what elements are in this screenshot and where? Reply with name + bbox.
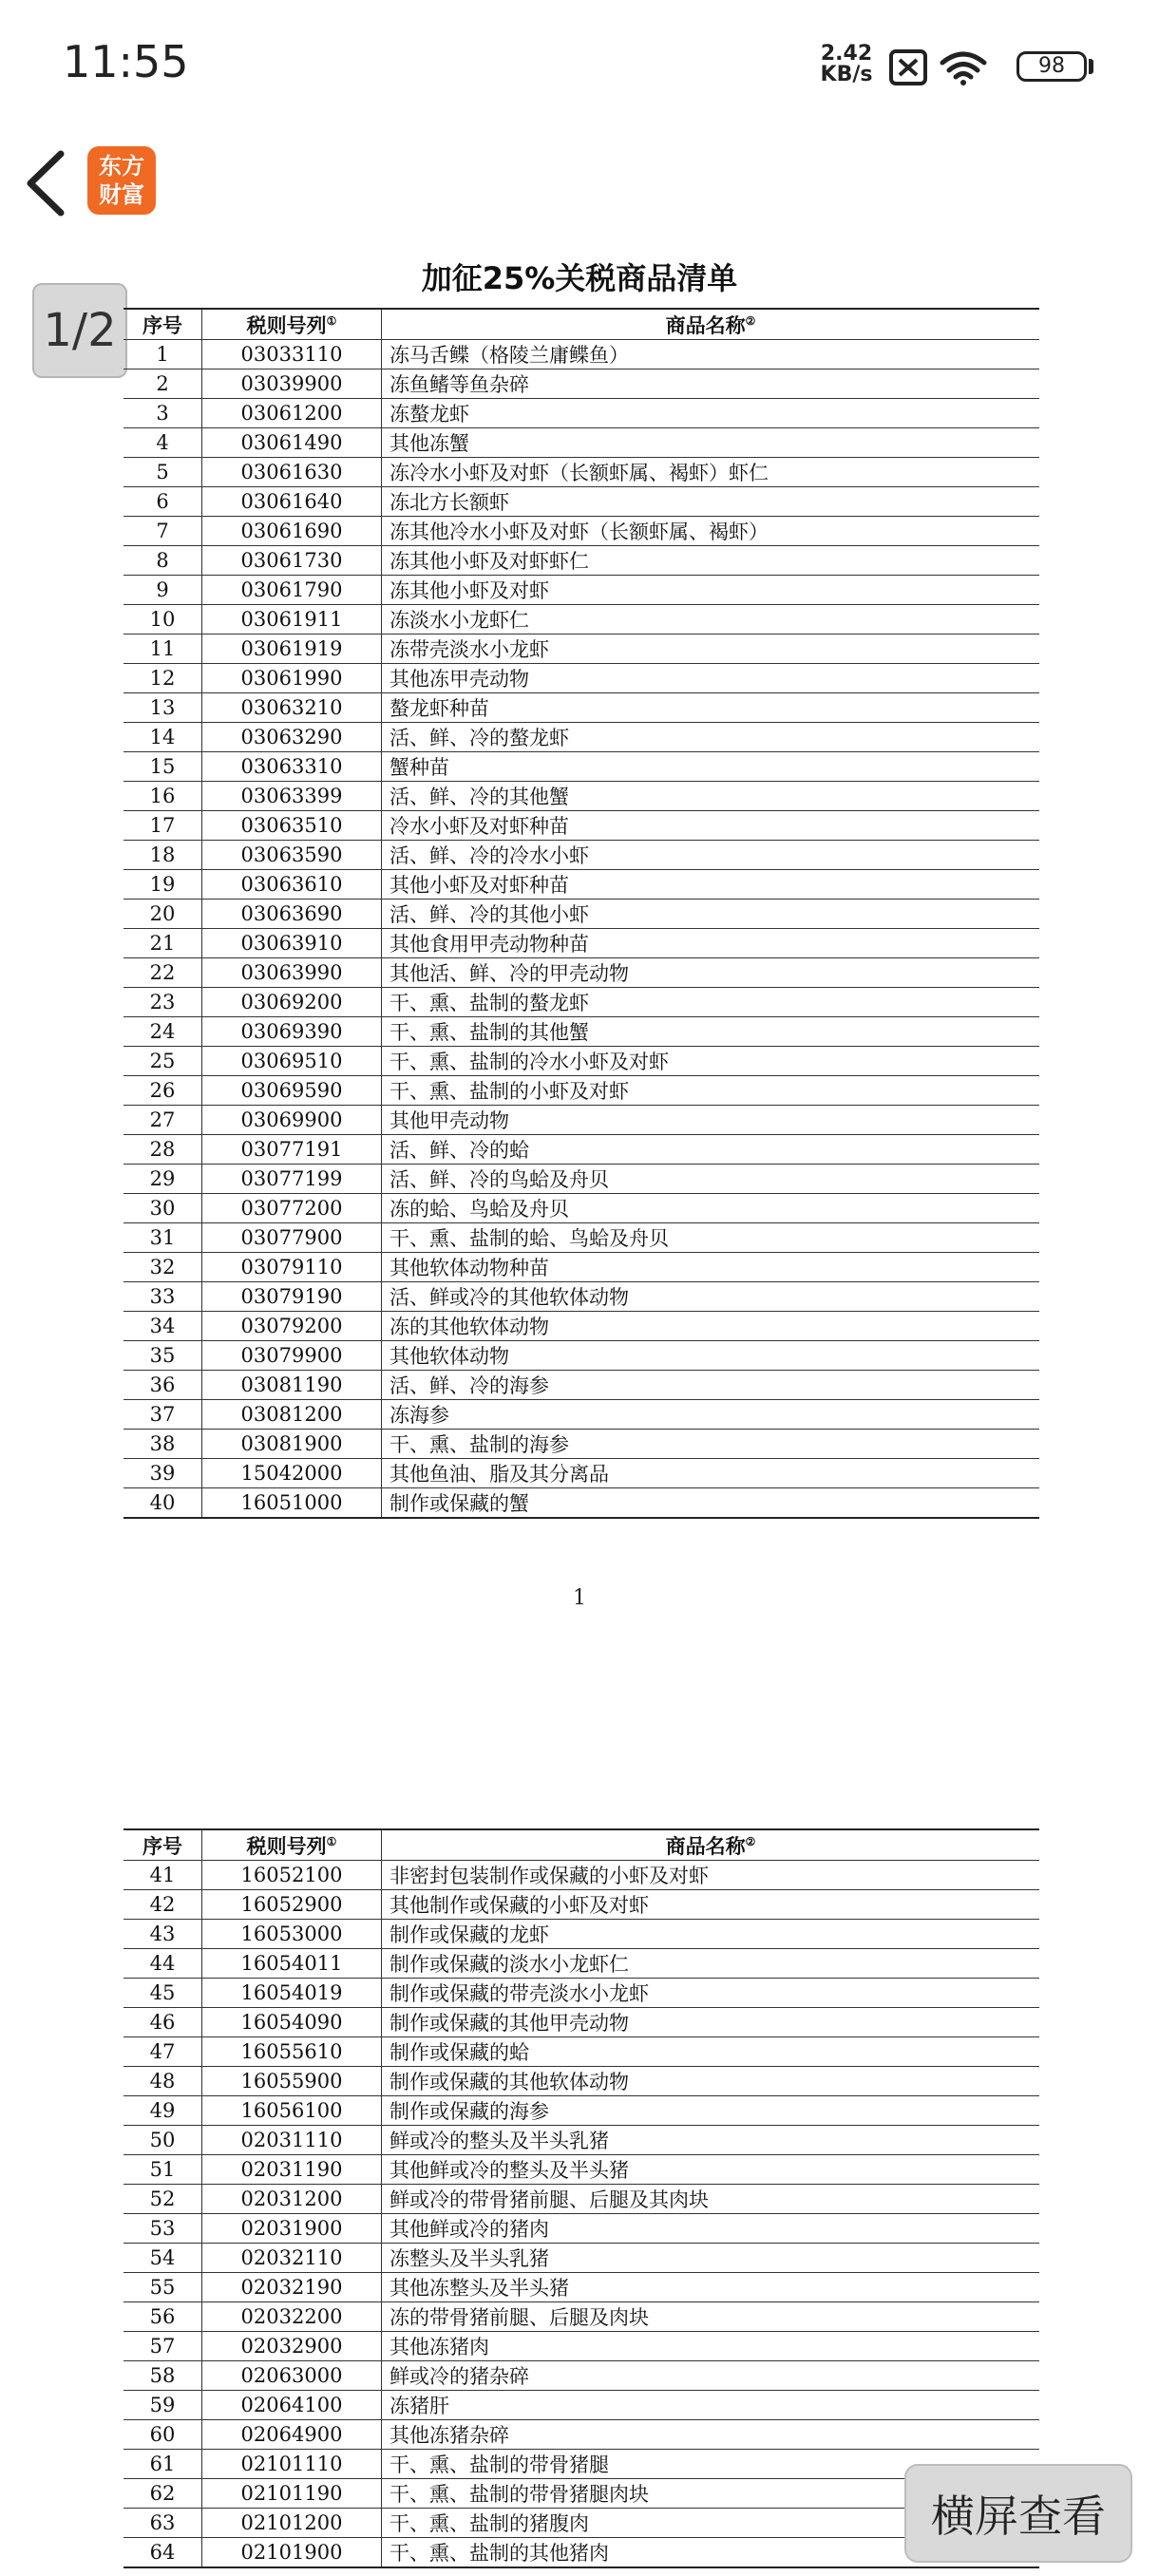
row-number: 14 [124,723,202,752]
row-tariff-code: 03061790 [202,576,382,605]
row-number: 26 [124,1076,202,1106]
network-speed-unit: KB/s [820,63,873,86]
row-product-name: 干、熏、盐制的小虾及对虾 [382,1076,1040,1106]
row-tariff-code: 03061490 [202,428,382,458]
table-row [124,841,1039,870]
row-tariff-code: 16053000 [202,1920,382,1949]
table-row [124,988,1039,1017]
row-product-name: 鲜或冷的猪杂碎 [382,2361,1040,2391]
row-number: 15 [124,752,202,782]
row-tariff-code: 03063910 [202,929,382,958]
table-row [124,2067,1039,2096]
table-row [124,664,1039,693]
row-tariff-code: 02032900 [202,2332,382,2361]
row-number: 52 [124,2185,202,2214]
row-number: 50 [124,2126,202,2155]
table-row [124,2479,1039,2509]
table-row [124,1135,1039,1165]
row-number: 39 [124,1459,202,1488]
row-product-name: 其他活、鲜、冷的甲壳动物 [382,958,1040,988]
table-row [124,1371,1039,1400]
table-row [124,1861,1039,1890]
row-number: 19 [124,870,202,900]
row-product-name: 制作或保藏的龙虾 [382,1920,1040,1949]
row-product-name: 制作或保藏的淡水小龙虾仁 [382,1949,1040,1979]
row-tariff-code: 02064900 [202,2420,382,2450]
row-product-name: 非密封包装制作或保藏的小虾及对虾 [382,1861,1040,1890]
app-logo-line1: 东方 [99,153,144,180]
row-tariff-code: 03079900 [202,1341,382,1371]
row-number: 29 [124,1165,202,1194]
row-product-name: 制作或保藏的海参 [382,2096,1040,2126]
header-name: 商品名称② [382,1829,1040,1861]
row-product-name: 鲜或冷的带骨猪前腿、后腿及其肉块 [382,2185,1040,2214]
table-row [124,1017,1039,1047]
row-tariff-code: 03081900 [202,1430,382,1459]
table-row [124,900,1039,929]
row-number: 59 [124,2391,202,2420]
row-tariff-code: 03079110 [202,1253,382,1282]
table-row [124,1400,1039,1430]
row-product-name: 干、熏、盐制的其他蟹 [382,1017,1040,1047]
row-tariff-code: 03069390 [202,1017,382,1047]
chevron-left-icon [19,141,86,226]
row-number: 11 [124,635,202,664]
row-tariff-code: 03063610 [202,870,382,900]
row-product-name: 活、鲜、冷的鸟蛤及舟贝 [382,1165,1040,1194]
row-product-name: 其他鲜或冷的整头及半头猪 [382,2155,1040,2185]
table-row [124,2037,1039,2067]
network-speed [817,44,876,85]
row-number: 22 [124,958,202,988]
battery-tip [1089,59,1093,74]
status-icons [887,46,1011,89]
row-product-name: 其他软体动物 [382,1341,1040,1371]
row-tariff-code: 03077199 [202,1165,382,1194]
table-row [124,458,1039,487]
row-tariff-code: 16052900 [202,1890,382,1920]
row-number: 38 [124,1430,202,1459]
table-row [124,2214,1039,2244]
row-number: 37 [124,1400,202,1430]
back-button[interactable] [19,141,86,226]
row-tariff-code: 02031110 [202,2126,382,2155]
row-tariff-code: 03063399 [202,782,382,811]
status-bar [0,0,1159,133]
row-product-name: 活、鲜、冷的其他小虾 [382,900,1040,929]
row-tariff-code: 02101110 [202,2450,382,2479]
table-row [124,811,1039,841]
row-number: 51 [124,2155,202,2185]
row-product-name: 活、鲜、冷的海参 [382,1371,1040,1400]
table-row [124,2185,1039,2214]
row-product-name: 干、熏、盐制的带骨猪腿 [382,2450,1040,2479]
row-tariff-code: 02031900 [202,2214,382,2244]
row-product-name: 冻马舌鲽（格陵兰庸鲽鱼） [382,340,1040,369]
status-time: 11:55 [63,36,189,87]
table-row [124,2244,1039,2273]
header-no: 序号 [124,309,202,340]
header-code: 税则号列① [202,1829,382,1861]
row-tariff-code: 16051000 [202,1488,382,1519]
row-product-name: 鲜或冷的整头及半头乳猪 [382,2126,1040,2155]
row-product-name: 活、鲜或冷的其他软体动物 [382,1282,1040,1312]
document-title: 加征25%关税商品清单 [421,260,738,296]
row-number: 43 [124,1920,202,1949]
row-number: 3 [124,399,202,428]
header-code: 税则号列① [202,309,382,340]
row-number: 23 [124,988,202,1017]
table-row [124,782,1039,811]
table-row [124,1194,1039,1223]
row-tariff-code: 03077900 [202,1223,382,1253]
row-tariff-code: 03069510 [202,1047,382,1076]
row-product-name: 活、鲜、冷的蛤 [382,1135,1040,1165]
row-tariff-code: 16052100 [202,1861,382,1890]
row-number: 32 [124,1253,202,1282]
row-product-name: 冻其他小虾及对虾虾仁 [382,546,1040,576]
table-row [124,1488,1039,1519]
table-row [124,1047,1039,1076]
row-number: 17 [124,811,202,841]
row-product-name: 其他甲壳动物 [382,1106,1040,1135]
row-tariff-code: 03069590 [202,1076,382,1106]
row-tariff-code: 02031190 [202,2155,382,2185]
row-tariff-code: 03077191 [202,1135,382,1165]
row-tariff-code: 03061990 [202,664,382,693]
row-product-name: 冻猪肝 [382,2391,1040,2420]
row-number: 21 [124,929,202,958]
table-row [124,1223,1039,1253]
table-row [124,1890,1039,1920]
row-number: 31 [124,1223,202,1253]
row-tariff-code: 16055610 [202,2037,382,2067]
row-tariff-code: 03063590 [202,841,382,870]
row-number: 27 [124,1106,202,1135]
row-tariff-code: 03061640 [202,487,382,517]
table-row [124,487,1039,517]
row-number: 57 [124,2332,202,2361]
row-product-name: 蟹种苗 [382,752,1040,782]
table-row [124,2096,1039,2126]
row-product-name: 制作或保藏的带壳淡水小龙虾 [382,1979,1040,2008]
row-product-name: 冻螯龙虾 [382,399,1040,428]
table-row [124,2008,1039,2037]
table-row [124,1979,1039,2008]
row-number: 47 [124,2037,202,2067]
table-row [124,2391,1039,2420]
row-product-name: 其他冻猪杂碎 [382,2420,1040,2450]
row-tariff-code: 02101200 [202,2509,382,2538]
row-number: 61 [124,2450,202,2479]
row-tariff-code: 03061630 [202,458,382,487]
table-row [124,870,1039,900]
table-row [124,1949,1039,1979]
row-number: 42 [124,1890,202,1920]
battery-icon: 98 [1016,51,1087,82]
table-row [124,1253,1039,1282]
row-number: 34 [124,1312,202,1341]
table-row [124,2155,1039,2185]
table-row [124,635,1039,664]
row-product-name: 干、熏、盐制的带骨猪腿肉块 [382,2479,1040,2509]
row-number: 35 [124,1341,202,1371]
row-number: 44 [124,1949,202,1979]
table-row [124,2302,1039,2332]
row-product-name: 其他食用甲壳动物种苗 [382,929,1040,958]
tariff-table-page2 [124,1828,1039,2568]
row-product-name: 冻冷水小虾及对虾（长额虾属、褐虾）虾仁 [382,458,1040,487]
table-row [124,1282,1039,1312]
row-tariff-code: 16054090 [202,2008,382,2037]
row-tariff-code: 03079190 [202,1282,382,1312]
row-tariff-code: 16054019 [202,1979,382,2008]
table-row [124,2420,1039,2450]
row-tariff-code: 02031200 [202,2185,382,2214]
row-tariff-code: 03061690 [202,517,382,546]
table-row [124,2332,1039,2361]
row-product-name: 冻的蛤、鸟蛤及舟贝 [382,1194,1040,1223]
row-number: 58 [124,2361,202,2391]
row-number: 25 [124,1047,202,1076]
row-product-name: 活、鲜、冷的其他蟹 [382,782,1040,811]
row-tariff-code: 03077200 [202,1194,382,1223]
row-product-name: 其他鱼油、脂及其分离品 [382,1459,1040,1488]
row-tariff-code: 03063310 [202,752,382,782]
row-tariff-code: 03063690 [202,900,382,929]
table-row [124,546,1039,576]
row-tariff-code: 16054011 [202,1949,382,1979]
row-product-name: 其他冻整头及半头猪 [382,2273,1040,2302]
table-row [124,752,1039,782]
row-tariff-code: 03061200 [202,399,382,428]
table-row [124,958,1039,988]
row-tariff-code: 02064100 [202,2391,382,2420]
row-number: 55 [124,2273,202,2302]
row-product-name: 制作或保藏的蛤 [382,2037,1040,2067]
page-indicator: 1/2 [32,283,127,378]
row-tariff-code: 03079200 [202,1312,382,1341]
row-product-name: 冻海参 [382,1400,1040,1430]
table-row [124,2509,1039,2538]
row-product-name: 冻带壳淡水小龙虾 [382,635,1040,664]
row-number: 49 [124,2096,202,2126]
table-row [124,1430,1039,1459]
row-number: 2 [124,369,202,399]
row-number: 7 [124,517,202,546]
table-row [124,2361,1039,2391]
table-row [124,369,1039,399]
row-product-name: 活、鲜、冷的螯龙虾 [382,723,1040,752]
wifi-icon [942,54,984,85]
table-row [124,2538,1039,2568]
table-row [124,517,1039,546]
row-tariff-code: 02101900 [202,2538,382,2568]
row-tariff-code: 02032200 [202,2302,382,2332]
row-product-name: 其他冻蟹 [382,428,1040,458]
table-row [124,1165,1039,1194]
row-tariff-code: 03063510 [202,811,382,841]
row-product-name: 干、熏、盐制的螯龙虾 [382,988,1040,1017]
row-number: 9 [124,576,202,605]
row-number: 20 [124,900,202,929]
row-number: 56 [124,2302,202,2332]
row-product-name: 冻其他小虾及对虾 [382,576,1040,605]
table-row [124,605,1039,635]
row-number: 4 [124,428,202,458]
row-tariff-code: 03061911 [202,605,382,635]
row-number: 60 [124,2420,202,2450]
row-tariff-code: 03063290 [202,723,382,752]
row-product-name: 冻其他冷水小虾及对虾（长额虾属、褐虾） [382,517,1040,546]
row-number: 54 [124,2244,202,2273]
table-row [124,2126,1039,2155]
table-row [124,693,1039,723]
row-product-name: 干、熏、盐制的蛤、鸟蛤及舟贝 [382,1223,1040,1253]
row-number: 16 [124,782,202,811]
row-product-name: 冻北方长额虾 [382,487,1040,517]
row-product-name: 其他冻甲壳动物 [382,664,1040,693]
row-number: 62 [124,2479,202,2509]
row-number: 18 [124,841,202,870]
row-product-name: 制作或保藏的其他软体动物 [382,2067,1040,2096]
header-name: 商品名称② [382,309,1040,340]
table-row [124,1920,1039,1949]
row-tariff-code: 02032190 [202,2273,382,2302]
landscape-view-button[interactable]: 横屏查看 [904,2464,1132,2563]
row-product-name: 冻的带骨猪前腿、后腿及肉块 [382,2302,1040,2332]
row-product-name: 干、熏、盐制的海参 [382,1430,1040,1459]
row-product-name: 冻淡水小龙虾仁 [382,605,1040,635]
row-number: 64 [124,2538,202,2568]
table-row [124,2273,1039,2302]
row-number: 46 [124,2008,202,2037]
table-header-row [124,1829,1039,1861]
table-row [124,929,1039,958]
row-number: 40 [124,1488,202,1519]
row-tariff-code: 03039900 [202,369,382,399]
network-speed-value: 2.42 [820,42,873,66]
row-tariff-code: 03081200 [202,1400,382,1430]
table-row [124,1341,1039,1371]
row-tariff-code: 03069900 [202,1106,382,1135]
row-number: 1 [124,340,202,369]
row-number: 45 [124,1979,202,2008]
row-product-name: 制作或保藏的其他甲壳动物 [382,2008,1040,2037]
row-number: 5 [124,458,202,487]
table-row [124,428,1039,458]
row-tariff-code: 03069200 [202,988,382,1017]
row-tariff-code: 03061919 [202,635,382,664]
row-product-name: 冻的其他软体动物 [382,1312,1040,1341]
table-row [124,1459,1039,1488]
row-product-name: 其他小虾及对虾种苗 [382,870,1040,900]
row-tariff-code: 02063000 [202,2361,382,2391]
no-sim-icon [891,51,925,84]
row-product-name: 干、熏、盐制的猪腹肉 [382,2509,1040,2538]
row-number: 36 [124,1371,202,1400]
row-product-name: 其他冻猪肉 [382,2332,1040,2361]
row-number: 6 [124,487,202,517]
table-row [124,340,1039,369]
row-tariff-code: 03033110 [202,340,382,369]
row-tariff-code: 15042000 [202,1459,382,1488]
header-no: 序号 [124,1829,202,1861]
table-row [124,399,1039,428]
row-product-name: 其他制作或保藏的小虾及对虾 [382,1890,1040,1920]
table-row [124,1106,1039,1135]
page-number: 1 [573,1586,586,1610]
table-row [124,723,1039,752]
app-logo-line2: 财富 [99,181,144,208]
row-product-name: 其他软体动物种苗 [382,1253,1040,1282]
row-tariff-code: 02101190 [202,2479,382,2509]
row-number: 63 [124,2509,202,2538]
row-product-name: 冷水小虾及对虾种苗 [382,811,1040,841]
row-number: 10 [124,605,202,635]
app-logo [87,146,156,215]
table-row [124,1312,1039,1341]
table-row [124,576,1039,605]
row-number: 24 [124,1017,202,1047]
table-header-row [124,309,1039,340]
row-product-name: 干、熏、盐制的其他猪肉 [382,2538,1040,2568]
row-tariff-code: 03061730 [202,546,382,576]
row-product-name: 冻整头及半头乳猪 [382,2244,1040,2273]
row-number: 13 [124,693,202,723]
row-tariff-code: 03081190 [202,1371,382,1400]
row-product-name: 干、熏、盐制的冷水小虾及对虾 [382,1047,1040,1076]
row-number: 41 [124,1861,202,1890]
tariff-table-page1 [124,308,1039,1519]
row-product-name: 螯龙虾种苗 [382,693,1040,723]
row-tariff-code: 02032110 [202,2244,382,2273]
row-product-name: 制作或保藏的蟹 [382,1488,1040,1519]
row-tariff-code: 03063210 [202,693,382,723]
row-product-name: 冻鱼鳍等鱼杂碎 [382,369,1040,399]
row-tariff-code: 03063990 [202,958,382,988]
table-row [124,1076,1039,1106]
row-number: 48 [124,2067,202,2096]
row-number: 30 [124,1194,202,1223]
row-tariff-code: 16055900 [202,2067,382,2096]
row-number: 12 [124,664,202,693]
table-row [124,2450,1039,2479]
row-tariff-code: 16056100 [202,2096,382,2126]
row-number: 8 [124,546,202,576]
row-number: 33 [124,1282,202,1312]
row-number: 28 [124,1135,202,1165]
row-product-name: 其他鲜或冷的猪肉 [382,2214,1040,2244]
row-number: 53 [124,2214,202,2244]
row-product-name: 活、鲜、冷的冷水小虾 [382,841,1040,870]
